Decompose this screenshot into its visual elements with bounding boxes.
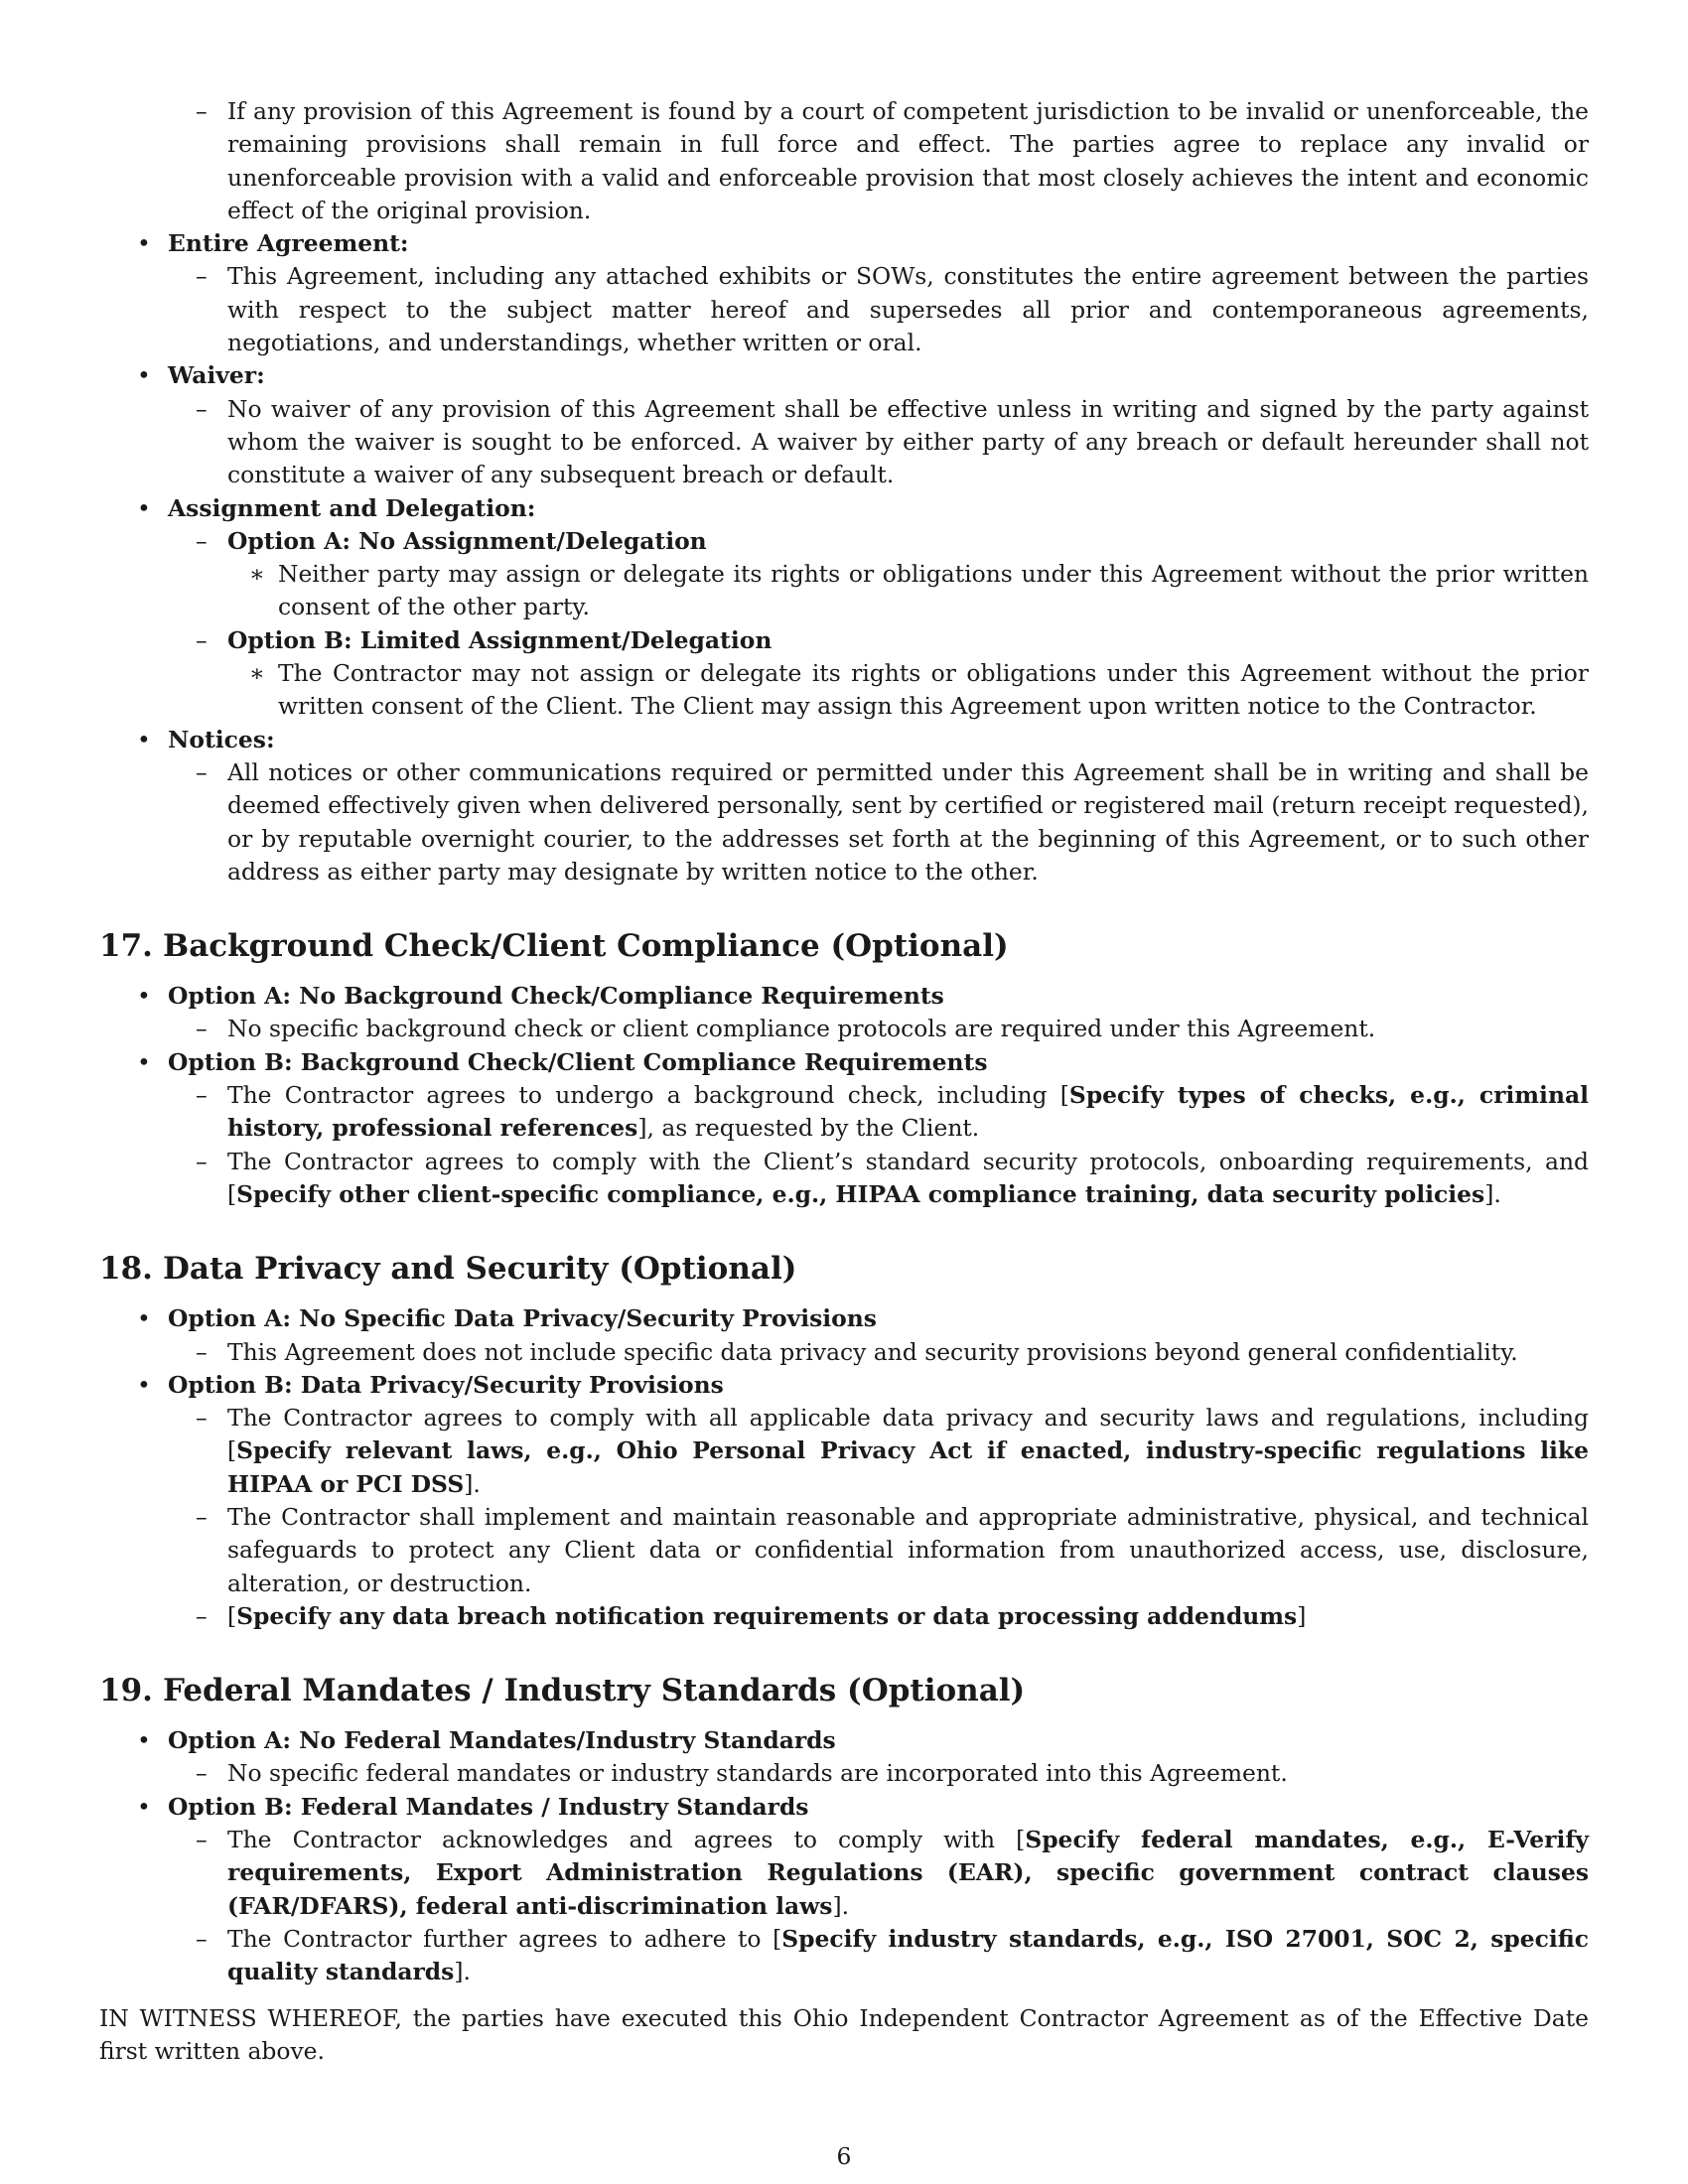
dash-marker: – <box>196 1601 208 1630</box>
document-body <box>99 95 1589 2068</box>
section-17-b2-placeholder: Specify other client-specific compliance, e.g., HIPAA compliance training, data security policies <box>236 1179 1485 1208</box>
dash-marker: – <box>196 1081 208 1110</box>
section-18-b1-pre: The Contractor agrees to comply with all applicable data privacy and security laws and regulations, including [ <box>227 1404 1589 1465</box>
section-17-option-b-heading: Option B: Background Check/Client Compliance Requirements <box>168 1047 988 1076</box>
dash-marker: – <box>196 394 208 423</box>
dash-marker: – <box>196 1502 208 1531</box>
section-17-option-b-clause-1 <box>99 1079 1589 1146</box>
section-18-option-b-clause-3 <box>99 1600 1589 1633</box>
section-18-b3-placeholder: Specify any data breach notification requirements or data processing addendums <box>236 1601 1298 1630</box>
asterisk-marker: ∗ <box>249 659 265 688</box>
section-19-number: 19. <box>99 1673 153 1709</box>
entire-agreement-text: This Agreement, including any attached exhibits or SOWs, constitutes the entire agreement between the parties with respect to the subject matter hereof and supersedes all prior and contemporaneous agreements, negotiations, and understandings, whether written or oral. <box>227 262 1589 357</box>
bullet-marker: • <box>137 982 151 1011</box>
section-17-option-a-heading: Option A: No Background Check/Compliance Requirements <box>168 982 944 1011</box>
section-18-option-b-clause-2 <box>99 1501 1589 1600</box>
section-19-b2-pre: The Contractor further agrees to adhere to [ <box>227 1924 782 1953</box>
section-19-option-a-text: No specific federal mandates or industry standards are incorporated into this Agreement. <box>227 1759 1288 1788</box>
entire-agreement-clause <box>99 260 1589 359</box>
section-18-option-a <box>99 1302 1589 1335</box>
dash-marker: – <box>196 262 208 291</box>
waiver-item <box>99 359 1589 392</box>
dash-marker: – <box>196 625 208 654</box>
section-19-b2-post: ]. <box>454 1958 471 1986</box>
notices-text: All notices or other communications required or permitted under this Agreement shall be in writing and shall be deemed effectively given when delivered personally, sent by certified or registered mail (return receipt requested), or by reputable overnight courier, to the addresses set forth at the beginning of this Agreement, or to such other address as either party may designate by written notice to the other. <box>227 757 1589 886</box>
section-18-option-a-heading: Option A: No Specific Data Privacy/Security Provisions <box>168 1304 877 1333</box>
page-number: 6 <box>836 2142 852 2170</box>
severability-text: If any provision of this Agreement is found by a court of competent jurisdiction to be invalid or unenforceable, the remaining provisions shall remain in full force and effect. The parties agree to replace any invalid or unenforceable provision with a valid and enforceable provision that most closely achieves the intent and economic effect of the original provision. <box>227 97 1589 224</box>
section-18-option-a-text: This Agreement does not include specific data privacy and security provisions beyond general confidentiality. <box>227 1337 1518 1366</box>
bullet-marker: • <box>137 1370 151 1399</box>
section-19-option-a-clause <box>99 1757 1589 1790</box>
section-17-b1-pre: The Contractor agrees to undergo a background check, including [ <box>227 1081 1069 1110</box>
section-19-option-a-heading: Option A: No Federal Mandates/Industry Standards <box>168 1726 836 1755</box>
assignment-option-b-heading: Option B: Limited Assignment/Delegation <box>227 625 773 654</box>
dash-marker: – <box>196 1924 208 1953</box>
assignment-option-a-clause <box>99 558 1589 624</box>
section-17-title: Background Check/Client Compliance (Optional) <box>163 928 1009 965</box>
section-19-option-b <box>99 1791 1589 1824</box>
dash-marker: – <box>196 1147 208 1175</box>
section-18-b3-pre: [ <box>227 1601 237 1630</box>
waiver-clause <box>99 393 1589 492</box>
witness-paragraph: IN WITNESS WHEREOF, the parties have executed this Ohio Independent Contractor Agreement as of the Effective Date first written above. <box>99 2003 1589 2065</box>
waiver-text: No waiver of any provision of this Agreement shall be effective unless in writing and signed by the party against whom the waiver is sought to be enforced. A waiver by either party of any breach or default hereunder shall not constitute a waiver of any subsequent breach or default. <box>227 394 1589 489</box>
section-19-title: Federal Mandates / Industry Standards (Optional) <box>163 1673 1026 1709</box>
section-18-b3-post: ] <box>1297 1601 1307 1630</box>
dash-marker: – <box>196 1826 208 1854</box>
section-18-option-b <box>99 1369 1589 1402</box>
section-17-option-b-clause-2 <box>99 1146 1589 1212</box>
section-18-option-b-clause-1 <box>99 1402 1589 1501</box>
section-18-title: Data Privacy and Security (Optional) <box>163 1251 797 1288</box>
section-17-heading <box>99 926 1589 966</box>
section-18-b1-placeholder: Specify relevant laws, e.g., Ohio Personal Privacy Act if enacted, industry-specific regulations like HIPAA or PCI DSS <box>227 1436 1589 1498</box>
dash-marker: – <box>196 526 208 555</box>
dash-marker: – <box>196 757 208 786</box>
bullet-marker: • <box>137 229 151 258</box>
dash-marker: – <box>196 97 208 125</box>
bullet-marker: • <box>137 1792 151 1821</box>
dash-marker: – <box>196 1404 208 1433</box>
notices-heading: Notices: <box>168 725 275 753</box>
bullet-marker: • <box>137 725 151 753</box>
waiver-heading: Waiver: <box>168 361 265 390</box>
section-19-b1-pre: The Contractor acknowledges and agrees to comply with [ <box>227 1826 1026 1854</box>
bullet-marker: • <box>137 493 151 522</box>
section-19-b1-placeholder: Specify federal mandates, e.g., E-Verify requirements, Export Administration Regulations (EAR), specific government contract clauses (FAR/DFARS), federal anti-discrimination laws <box>227 1826 1589 1920</box>
notices-clause <box>99 756 1589 888</box>
assignment-option-a-heading: Option A: No Assignment/Delegation <box>227 526 707 555</box>
section-18-option-a-clause <box>99 1336 1589 1369</box>
asterisk-marker: ∗ <box>249 560 265 589</box>
section-17-option-b <box>99 1046 1589 1079</box>
section-19-b2-placeholder: Specify industry standards, e.g., ISO 27001, SOC 2, specific quality standards <box>227 1924 1589 1986</box>
section-19-option-b-clause-2 <box>99 1923 1589 1989</box>
bullet-marker: • <box>137 361 151 390</box>
assignment-option-b-clause <box>99 657 1589 724</box>
section-18-heading <box>99 1249 1589 1289</box>
section-17-b2-pre: The Contractor agrees to comply with the Client’s standard security protocols, onboarding requirements, and [ <box>227 1147 1589 1208</box>
entire-agreement-heading: Entire Agreement: <box>168 229 409 258</box>
entire-agreement-item <box>99 227 1589 260</box>
assignment-heading: Assignment and Delegation: <box>168 493 536 522</box>
bullet-marker: • <box>137 1726 151 1755</box>
section-19-option-a <box>99 1724 1589 1757</box>
section-19-option-b-clause-1 <box>99 1824 1589 1923</box>
notices-item <box>99 724 1589 756</box>
assignment-option-b <box>99 624 1589 657</box>
dash-marker: – <box>196 1015 208 1043</box>
section-17-option-a-text: No specific background check or client compliance protocols are required under this Agreement. <box>227 1015 1376 1043</box>
section-19-option-b-heading: Option B: Federal Mandates / Industry Standards <box>168 1792 809 1821</box>
assignment-option-a-text: Neither party may assign or delegate its rights or obligations under this Agreement without the prior written consent of the other party. <box>278 560 1589 621</box>
section-17-option-a-clause <box>99 1013 1589 1045</box>
section-19-heading <box>99 1671 1589 1710</box>
section-17-b1-post: ], as requested by the Client. <box>637 1114 980 1143</box>
dash-marker: – <box>196 1337 208 1366</box>
section-18-b2-text: The Contractor shall implement and maintain reasonable and appropriate administrative, physical, and technical safeguards to protect any Client data or confidential information from unauthorized access, use, disclosure, alteration, or destruction. <box>227 1502 1589 1597</box>
assignment-item <box>99 492 1589 525</box>
bullet-marker: • <box>137 1304 151 1333</box>
section-18-b1-post: ]. <box>464 1469 481 1498</box>
section-19-b1-post: ]. <box>832 1891 850 1920</box>
section-17-b2-post: ]. <box>1484 1179 1501 1208</box>
bullet-marker: • <box>137 1047 151 1076</box>
section-18-option-b-heading: Option B: Data Privacy/Security Provisions <box>168 1370 724 1399</box>
dash-marker: – <box>196 1759 208 1788</box>
section-17-b1-placeholder: Specify types of checks, e.g., criminal history, professional references <box>227 1081 1589 1143</box>
section-17-number: 17. <box>99 928 153 965</box>
assignment-option-b-text: The Contractor may not assign or delegate its rights or obligations under this Agreement without the prior written consent of the Client. The Client may assign this Agreement upon written notice to the Contractor. <box>278 659 1589 721</box>
assignment-option-a <box>99 525 1589 558</box>
severability-item <box>99 95 1589 227</box>
section-17-option-a <box>99 980 1589 1013</box>
section-18-number: 18. <box>99 1251 153 1288</box>
